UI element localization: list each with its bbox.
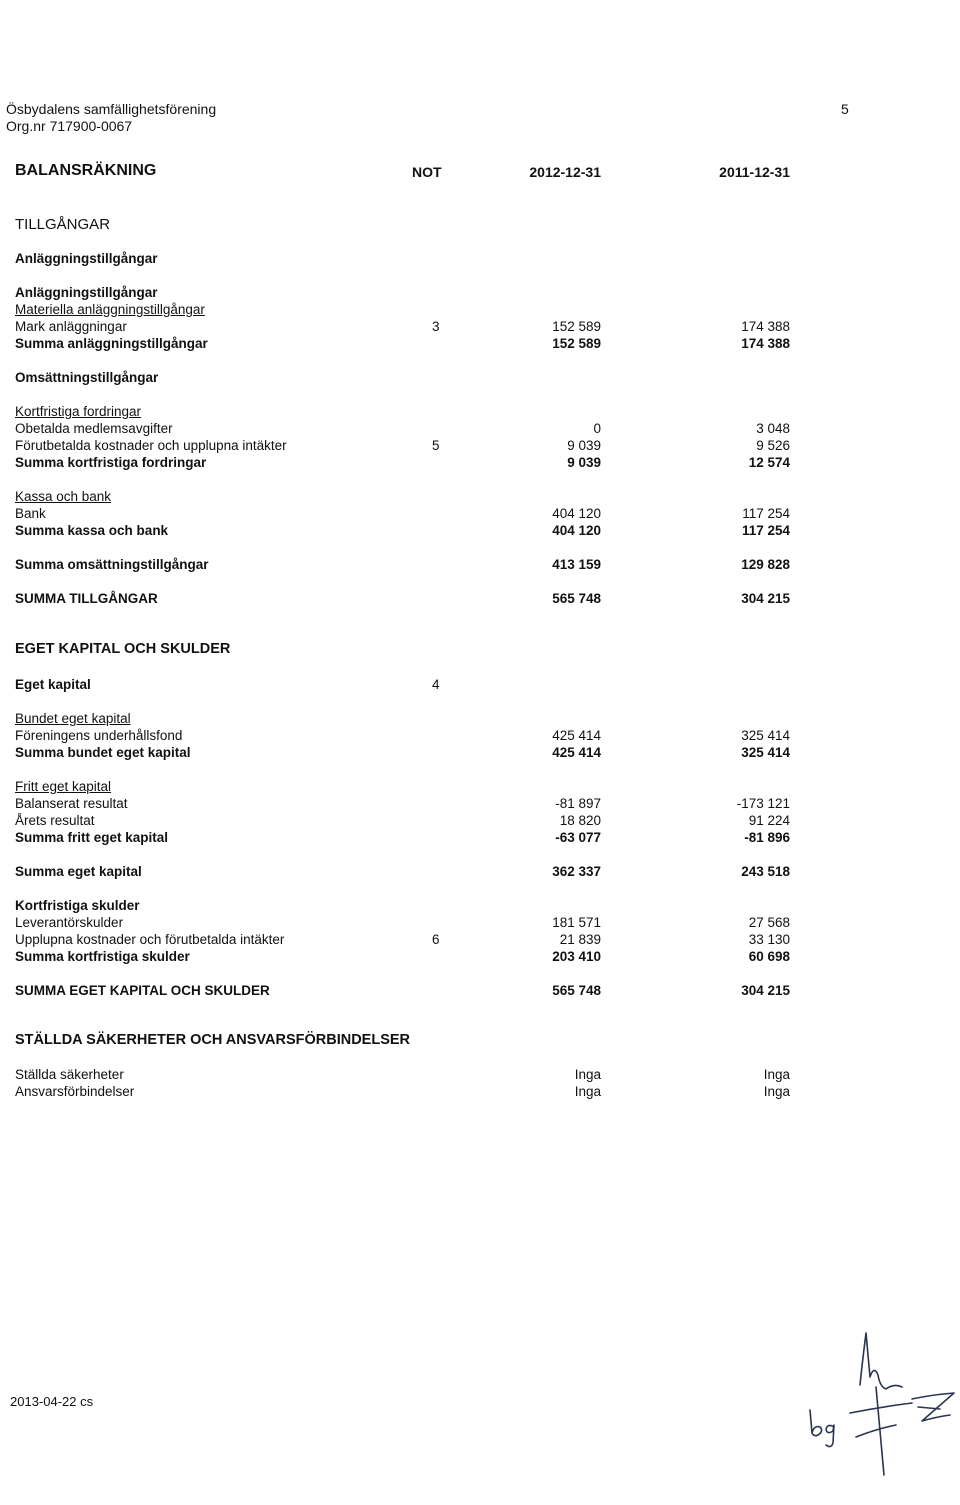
row-value-2012-sum-fixed: 152 589 (552, 336, 601, 351)
row-value-2011-pledged: Inga (763, 1067, 790, 1082)
row-value-2011-suppliers: 27 568 (748, 915, 790, 930)
row-value-2011-mark: 174 388 (741, 319, 790, 334)
row-value-2011-sum-restricted: 325 414 (741, 745, 790, 760)
column-header-2011: 2011-12-31 (719, 164, 790, 180)
fixed-assets-heading: Anläggningstillgångar (15, 251, 158, 266)
row-label-maintenance-fund: Föreningens underhållsfond (15, 728, 183, 743)
row-label-total-equity-liabilities: SUMMA EGET KAPITAL OCH SKULDER (15, 983, 270, 998)
row-value-2011-unpaid-fees: 3 048 (756, 421, 790, 436)
row-value-2012-suppliers: 181 571 (552, 915, 601, 930)
row-value-2012-year-result: 18 820 (559, 813, 601, 828)
organization-number: Org.nr 717900-0067 (6, 118, 133, 134)
row-value-2012-sum-receivables: 9 039 (567, 455, 601, 470)
row-label-sum-current: Summa omsättningstillgångar (15, 557, 209, 572)
date-stamp: 2013-04-22 cs (10, 1394, 94, 1409)
current-assets-heading: Omsättningstillgångar (15, 370, 159, 385)
row-value-2011-prepaid: 9 526 (756, 438, 790, 453)
row-value-2011-sum-equity: 243 518 (741, 864, 790, 879)
handwritten-signature (800, 1325, 960, 1485)
note-column-header: NOT (412, 164, 442, 180)
row-label-sum-liabilities: Summa kortfristiga skulder (15, 949, 190, 964)
fixed-assets-subheading: Anläggningstillgångar (15, 285, 158, 300)
row-value-2012-sum-liabilities: 203 410 (552, 949, 601, 964)
row-value-2012-accrued: 21 839 (559, 932, 601, 947)
row-label-sum-equity: Summa eget kapital (15, 864, 142, 879)
tangible-assets-label: Materiella anläggningstillgångar (15, 302, 205, 317)
balance-sheet-title: BALANSRÄKNING (15, 162, 157, 179)
row-label-mark: Mark anläggningar (15, 319, 127, 334)
row-value-2012-sum-cash: 404 120 (552, 523, 601, 538)
row-value-2012-sum-free: -63 077 (555, 830, 601, 845)
row-value-2011-sum-cash: 117 254 (741, 523, 790, 538)
restricted-equity-label: Bundet eget kapital (15, 711, 131, 726)
row-value-2011-bank: 117 254 (742, 506, 790, 521)
row-value-2012-sum-restricted: 425 414 (552, 745, 601, 760)
row-label-unpaid-fees: Obetalda medlemsavgifter (15, 421, 173, 436)
organization-name: Ösbydalens samfällighetsförening (6, 101, 217, 117)
row-label-year-result: Årets resultat (15, 813, 95, 828)
row-value-2012-total-assets: 565 748 (552, 591, 601, 606)
row-label-retained: Balanserat resultat (15, 796, 128, 811)
row-label-sum-restricted: Summa bundet eget kapital (15, 745, 191, 760)
row-label-suppliers: Leverantörskulder (15, 915, 124, 930)
row-value-2011-total-equity-liabilities: 304 215 (741, 983, 790, 998)
row-note-prepaid: 5 (432, 438, 440, 453)
row-value-2012-retained: -81 897 (555, 796, 601, 811)
row-label-pledged: Ställda säkerheter (15, 1067, 124, 1082)
row-label-sum-fixed: Summa anläggningstillgångar (15, 336, 208, 351)
equity-liabilities-heading: EGET KAPITAL OCH SKULDER (15, 641, 231, 657)
equity-note: 4 (432, 677, 440, 692)
row-value-2012-prepaid: 9 039 (567, 438, 601, 453)
row-value-2012-maintenance-fund: 425 414 (552, 728, 601, 743)
row-value-2011-accrued: 33 130 (748, 932, 790, 947)
page-number: 5 (841, 101, 849, 117)
row-value-2012-pledged: Inga (574, 1067, 601, 1082)
receivables-label: Kortfristiga fordringar (15, 404, 142, 419)
equity-heading: Eget kapital (15, 677, 91, 692)
row-label-sum-cash: Summa kassa och bank (15, 523, 169, 538)
row-label-prepaid: Förutbetalda kostnader och upplupna intäkter (15, 438, 287, 453)
row-value-2011-sum-current: 129 828 (741, 557, 790, 572)
pledges-heading: STÄLLDA SÄKERHETER OCH ANSVARSFÖRBINDELSER (15, 1032, 411, 1048)
row-value-2012-unpaid-fees: 0 (593, 421, 601, 436)
row-label-sum-free: Summa fritt eget kapital (15, 830, 169, 845)
row-note-accrued: 6 (432, 932, 440, 947)
row-label-total-assets: SUMMA TILLGÅNGAR (15, 591, 158, 606)
row-value-2012-sum-current: 413 159 (552, 557, 601, 572)
row-value-2011-contingent: Inga (763, 1084, 790, 1099)
row-value-2011-sum-liabilities: 60 698 (748, 949, 790, 964)
row-value-2011-year-result: 91 224 (748, 813, 790, 828)
row-value-2011-sum-free: -81 896 (744, 830, 790, 845)
row-value-2012-total-equity-liabilities: 565 748 (552, 983, 601, 998)
row-value-2012-bank: 404 120 (552, 506, 601, 521)
row-value-2011-total-assets: 304 215 (741, 591, 790, 606)
assets-heading: TILLGÅNGAR (15, 216, 111, 233)
row-value-2011-maintenance-fund: 325 414 (741, 728, 790, 743)
row-value-2012-sum-equity: 362 337 (552, 864, 601, 879)
row-label-accrued: Upplupna kostnader och förutbetalda intäkter (15, 932, 285, 947)
row-value-2011-retained: -173 121 (736, 796, 790, 811)
row-value-2012-contingent: Inga (574, 1084, 601, 1099)
row-value-2012-mark: 152 589 (552, 319, 601, 334)
row-value-2011-sum-receivables: 12 574 (748, 455, 790, 470)
row-label-bank: Bank (15, 506, 46, 521)
row-label-contingent: Ansvarsförbindelser (15, 1084, 135, 1099)
row-value-2011-sum-fixed: 174 388 (741, 336, 790, 351)
row-label-sum-receivables: Summa kortfristiga fordringar (15, 455, 207, 470)
row-note-mark: 3 (432, 319, 440, 334)
free-equity-label: Fritt eget kapital (15, 779, 112, 794)
cash-label: Kassa och bank (15, 489, 112, 504)
column-header-2012: 2012-12-31 (529, 164, 601, 180)
liabilities-heading: Kortfristiga skulder (15, 898, 140, 913)
